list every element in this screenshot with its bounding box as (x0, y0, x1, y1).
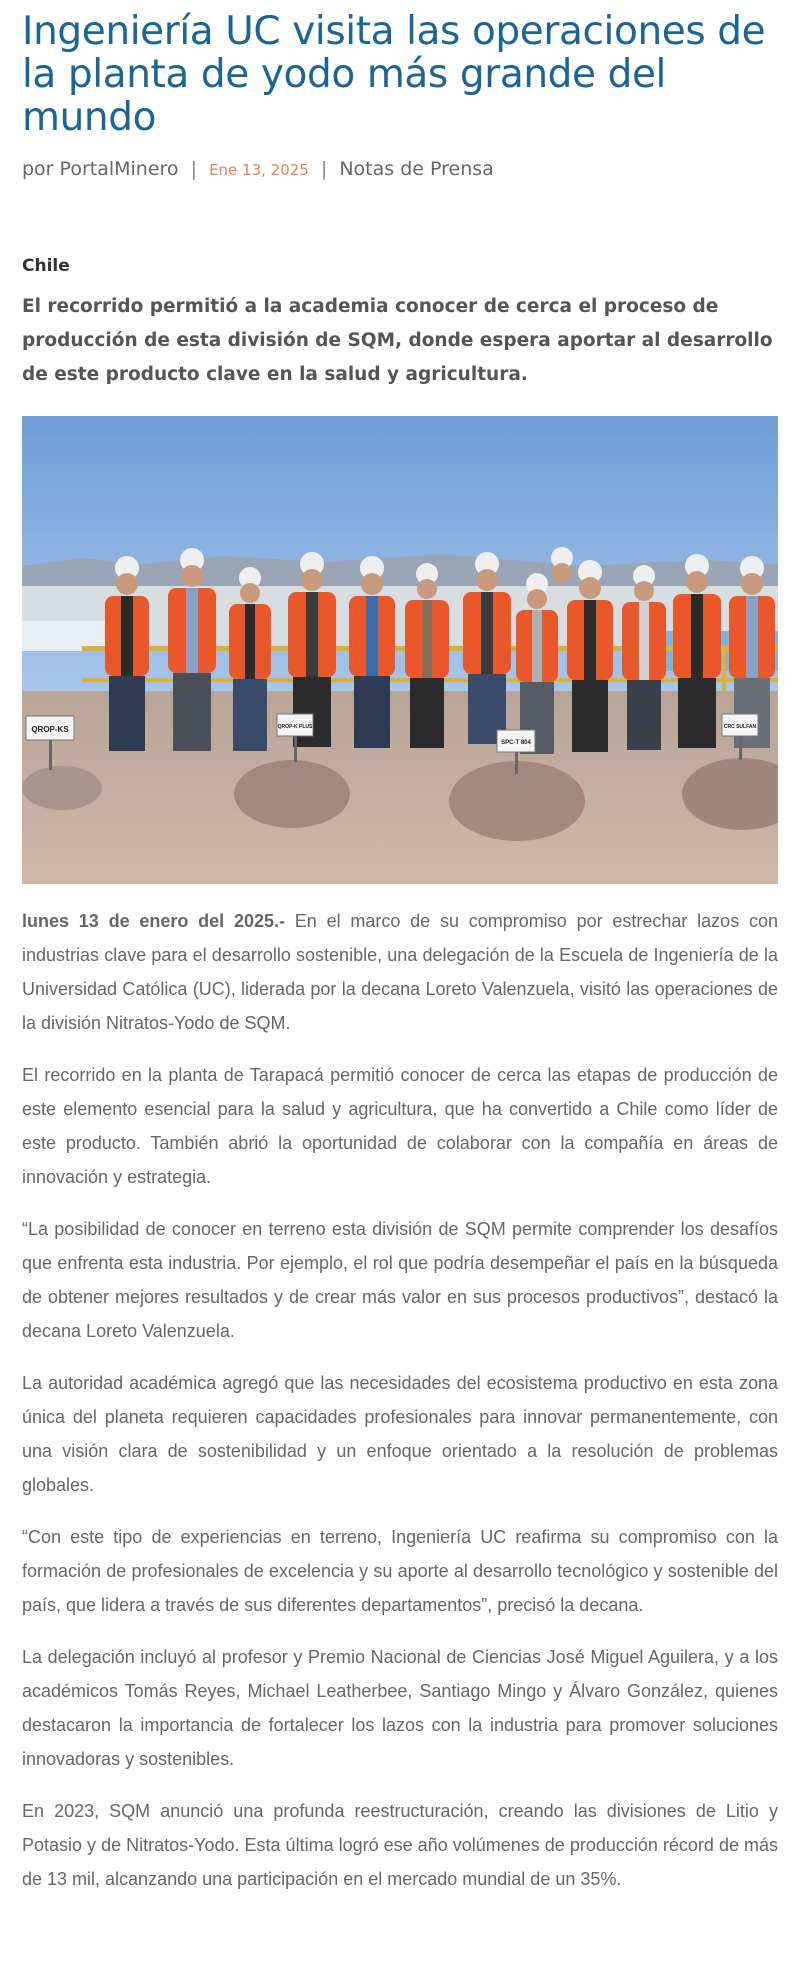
lead-paragraph: El recorrido permitió a la academia conocer de cerca el proceso de producción de esta división de SQM, donde espera aportar al desarrollo de este producto clave en la salud y agricultura. (22, 296, 773, 385)
article-photo (22, 416, 778, 884)
body-paragraph-7: En 2023, SQM anunció una profunda reestructuración, creando las divisiones de Litio y Potasio y de Nitratos-Yodo. Esta última logró ese año volúmenes de producción récord de más de 13 mil, alcanzando una participación en el mercado mundial de un 35%. (22, 1801, 778, 1889)
by-prefix: por (22, 158, 54, 180)
post-title: Ingeniería UC visita las operaciones de la planta de yodo más grande del mundo (22, 9, 766, 140)
body-paragraph-2: El recorrido en la planta de Tarapacá permitió conocer de cerca las etapas de producción de este elemento esencial para la salud y agricultura, que ha convertido a Chile como líder de este producto. También abrió la oportunidad de colaborar con la compañía en áreas de innovación y estrategia. (22, 1065, 778, 1187)
post-date: Ene 13, 2025 (209, 161, 309, 179)
sign-3-text: SPC-T 804 (501, 740, 531, 746)
dateline: lunes 13 de enero del 2025.- (22, 911, 286, 931)
sign-1-text: QROP-KS (31, 725, 69, 734)
sign-2-text: QROP-K PLUS (277, 724, 313, 730)
body-paragraph-5: “Con este tipo de experiencias en terreno, Ingeniería UC reafirma su compromiso con la formación de profesionales de excelencia y su aporte al desarrollo tecnológico y sostenible del país, que lidera a través de sus diferentes departamentos”, precisó la decana. (22, 1527, 778, 1615)
sign-4-text: CRC SULFAN (723, 724, 757, 730)
group-photo-illustration (22, 416, 778, 884)
paragraph-1-text: En el marco de su compromiso por estrechar lazos con industrias clave para el desarrollo sostenible, una delegación de la Escuela de Ingeniería de la Universidad Católica (UC), liderada por la decana Loreto Valenzuela, visitó las operaciones de la división Nitratos-Yodo de SQM. (22, 911, 778, 1033)
body-paragraph-6: La delegación incluyó al profesor y Premio Nacional de Ciencias José Miguel Aguilera, y a los académicos Tomás Reyes, Michael Leatherbee, Santiago Mingo y Álvaro González, quienes destacaron la importancia de fortalecer los lazos con la industria para promover soluciones innovadoras y sostenibles. (22, 1647, 778, 1769)
body-paragraph-4: La autoridad académica agregó que las necesidades del ecosistema productivo en esta zona única del planeta requieren capacidades profesionales para innovar permanentemente, con una visión clara de sostenibilidad y un enfoque orientado a la resolución de problemas globales. (22, 1373, 778, 1495)
rock-mound (22, 766, 102, 810)
body-paragraph-1 (22, 904, 778, 1040)
country-label: Chile (22, 256, 70, 276)
meta-separator: | (320, 158, 328, 180)
post-meta (22, 157, 778, 182)
article-body (22, 904, 778, 1896)
author-link[interactable]: PortalMinero (59, 158, 179, 180)
meta-separator: | (190, 158, 198, 180)
article (22, 0, 778, 1896)
body-paragraph-3: “La posibilidad de conocer en terreno esta división de SQM permite comprender los desafíos que enfrenta esta industria. Por ejemplo, el rol que podría desempeñar el país en la búsqueda de obtener mejores resultados y de crear más valor en sus procesos productivos”, destacó la decana Loreto Valenzuela. (22, 1219, 778, 1341)
category-link[interactable]: Notas de Prensa (339, 158, 494, 180)
rock-mound (234, 760, 350, 828)
